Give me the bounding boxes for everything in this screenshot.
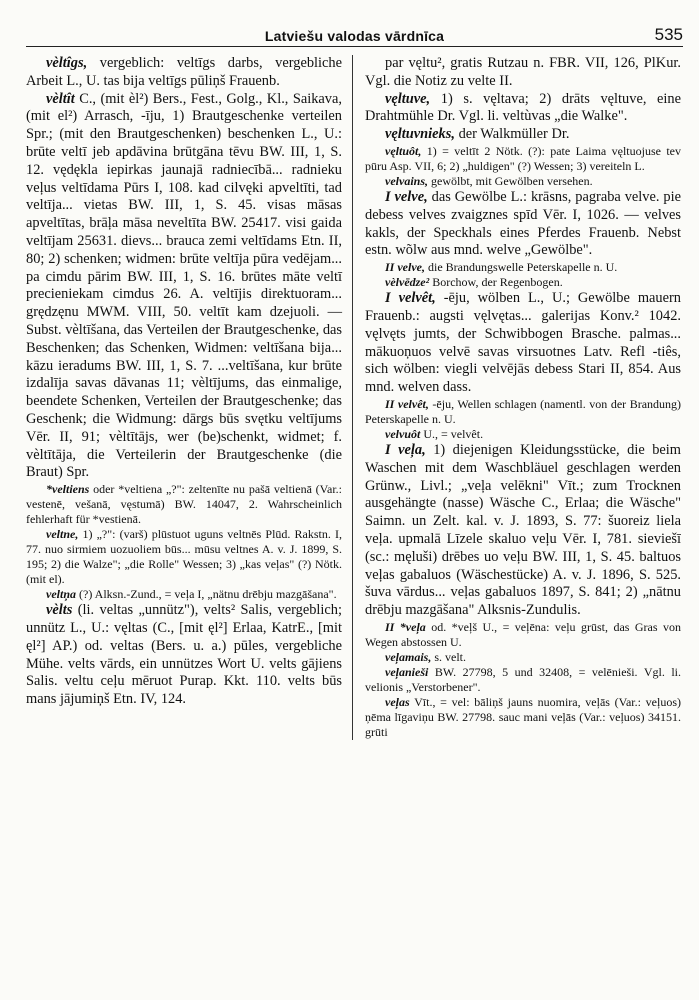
entry-headword: II *veļa [385,619,426,634]
entry-text: gewölbt, mit Gewölben versehen. [431,173,593,188]
dictionary-entry [26,587,342,602]
right-column [353,55,681,740]
entry-headword: vèlts [46,602,73,619]
entry-text: s. velt. [434,649,466,664]
left-column [26,55,353,740]
entry-text: vergeblich: veltīgs darbs, vergebliche Arbeit L., U. tas bija veltīgs pūliņš Frauenb. [26,55,342,89]
dictionary-entry [365,260,681,275]
entry-text: der Walkmüller Dr. [458,126,570,143]
dictionary-entry [26,91,342,483]
page-header [26,22,683,47]
entry-text: od. *veļš U., = veļēna: veļu grūst, das Gras von Wegen abstossen U. [365,619,681,649]
dictionary-entry [365,144,681,174]
dictionary-entry [365,620,681,650]
entry-text: -ēju, wölben L., U.; Gewölbe mauern Frauenb.: augsti vęlvętas... galerijas Konv.² 1042. vęlvęts jumts, der Schwibbogen Brasche. palmas... mākuoņuos velvē savas virsuotnes Latv. Refl -tiês, sich wölben: viegli velvējās debess Stari II, 854. Aus mnd. welven dass. [365,290,681,396]
entry-headword: I velve, [385,188,428,205]
dictionary-entry [26,482,342,527]
entry-headword: II velve, [385,260,425,275]
dictionary-entry [365,427,681,442]
entry-headword: vèltît [46,90,75,107]
dictionary-entry [365,397,681,427]
entry-headword: vęltuvnieks, [385,126,455,143]
entry-text: 1) „?": (varš) plūstuot uguns veltnēs Plūd. Rakstn. I, 77. nuo sirmiem uozuoliem būs... mūsu veltnes A. v. J. 1899, S. 195; 2) die Walze"; „die Rolle" Wessen; 3) „kas veļas" (?) Nötk. (mit el). [26,527,342,587]
dictionary-entry [365,189,681,260]
entry-headword: II velvêt, [385,396,429,411]
dictionary-entry [365,442,681,620]
dictionary-entry [365,650,681,665]
dictionary-entry [365,174,681,189]
entry-headword: *veltiens [46,482,90,497]
entry-headword: veļas [385,694,410,709]
entry-text: 1) s. vęltava; 2) drāts vęltuve, eine Drahtmühle Dr. Vgl. li. veltùvas „die Walke". [365,90,681,125]
entry-headword: vęltuve, [385,90,431,107]
entry-text: C., (mit èl²) Bers., Fest., Golg., Kl., Saikava, (mit el²) Arrasch, -īju, 1) Brautgeschenke verteilen Spr.; (mit den Brautgeschenken) beschenken L., U.: brūte veltī jeb apdāvina brūtgāna tēvu BW. III, 1, S. 12. vędękla iepirkas jaunajā radniecībā... radnieku veļus veltīdama Pūrs I, 108. kad cilvęki apveltīti, tad veltīja... vietas BW. III, 1, S. 45. visas māsas apveltītas, brāļa māsa neveltīta BW. 25417. visi gaida veltījam 25631. dievs... brauca zemi veltīdams Etn. II, 80; 2) schenken; widmen: brūte veltīja pūra vedējam... pa cimdu pārim BW. III, 1, S. 16. brūtes māte veltī precieniekam cimdus 26. A. veltījis direktuoram... grędzęnu MWM. VIII, 50. veltīt kam dzejuoli. — Subst. vèltīšana, das Verteilen der Brautgeschenke, das Beschenken; das Schenken, Widmen: veltīšana bija... kāzu ieradums BW. III, 1, S. 7. ...veltīšana, kur brūte izdalīja savas dāvanas 11; vèltījums, das einmalige, beendete Schenken, Verteilen der Brautgeschenke; das Geschenk; die Widmung: dārgs būs svętku veltījums Vēr. II, 91; vèltītājs, wer (be)schenkt, widmet; f. vèltītāja, die Verteilerin der Brautgeschenke (die Braut) Spr. [26,90,342,481]
entry-headword: vèltîgs, [46,55,88,71]
dictionary-entry [26,55,342,91]
page-number: 535 [654,25,683,44]
entry-headword: I velvêt, [385,290,436,307]
dictionary-entry [365,290,681,397]
entry-headword: veltne, [46,527,79,542]
entry-text: 1) diejenigen Kleidungsstücke, die beim Waschen mit dem Waschbläuel geschlagen werden Grünw., Livl.; „veļa velēkni" Vīt.; zum Trocknen ausgehängte (nasse) Wäsche C., Erlaa; die Wäsche" Saimn. un Zelt. kal. v. J. 1893, S. 77: šuoreiz liela veļa. upmalā Līzele skaluo veļu Vēr. I, 781. sieviešī (sc.: męluši) drēbes uo veļu BW. III, 1, S. 45. baltuos veļas gabaluos (Wäschestücke) A. v. J. 1896, S. 525. šuva vārdus... veļas gabaluos 1897, S. 841; 2) „nātnu drēbju mazgāšana" Alksnis-Zundulis. [365,441,681,619]
entry-headword: veļanieši [385,664,429,679]
entry-text: das Gewölbe L.: krāsns, pagraba velve. pie debess velves zvaigznes spīd Vēr. I, 1026. — velves kakls, der Speckhals eines Pferdes Frauenb. Nebst estn. wõlw aus mnd. welve „Gewölbe". [365,188,681,259]
entry-text: -ēju, Wellen schlagen (namentl. von der Brandung) Peterskapelle n. U. [365,396,681,426]
dictionary-entry [26,602,342,709]
entry-headword: vęltuôt, [385,143,422,158]
entry-headword: I veļa, [385,441,426,458]
entry-text: par vęltu², gratis Rutzau n. FBR. VII, 126, PlKur. Vgl. die Notiz zu velte II. [365,55,681,89]
entry-headword: veļamais, [385,649,432,664]
entry-headword: veltņa [46,587,76,602]
dictionary-entry [365,126,681,144]
entry-text: die Brandungswelle Peterskapelle n. U. [427,260,618,275]
two-column-body [26,55,683,740]
entry-text: BW. 27798, 5 und 32408, = velēnieši. Vgl. li. velionis „Verstorbener". [365,664,681,694]
entry-text: oder *veltiena „?": zeltenīte nu pašā veltienā (Var.: vestenē, vešanā, vęstumā) BW. 14047, 2. Wahrscheinlich fehlerhaft für *vestienā. [26,482,342,527]
dictionary-entry [26,527,342,587]
entry-text: Borchow, der Regenbogen. [432,275,563,290]
entry-text: (?) Alksn.-Zund., = veļa I, „nätnu drēbju mazgāšana". [79,587,337,602]
entry-text: Vīt., = vel: bāliņš jauns nuomira, veļās (Var.: veļuos) ņēma līgaviņu BW. 27798. sauc mani veļās (Var.: veļuos) 34151. grūti [365,694,681,739]
dictionary-entry [365,275,681,290]
entry-text: (li. veltas „unnütz"), velts² Salis, vergeblich; unnütz L., U.: vęltas (C., [mit ęl²] Erlaa, KatrE., [mit ęl²] AP.) od. veltas (Bers. u. a.) pūles, vergebliche Mühe. velts vārds, ein unnützes Wort U. velts gājiens Salis. veltu ceļu mēruot Purap. Kkt. 110. velts būs mans jājumiņš Etn. IV, 124. [26,602,342,708]
entry-headword: velvuôt [385,426,421,441]
entry-headword: velvains, [385,173,428,188]
dictionary-entry [365,91,681,127]
dictionary-entry [365,695,681,740]
dictionary-entry [365,665,681,695]
entry-text: U., = velvêt. [423,426,484,441]
running-title: Latviešu valodas vārdnīca [264,28,445,44]
entry-headword: vèlvēdze² [385,275,430,290]
entry-text: 1) = veltīt 2 Nötk. (?): pate Laima vęltuojuse tev pūru Asp. VII, 6; 2) „huldigen" (?) Wessen; 3) vereiteln L. [365,143,681,173]
dictionary-entry [365,55,681,91]
